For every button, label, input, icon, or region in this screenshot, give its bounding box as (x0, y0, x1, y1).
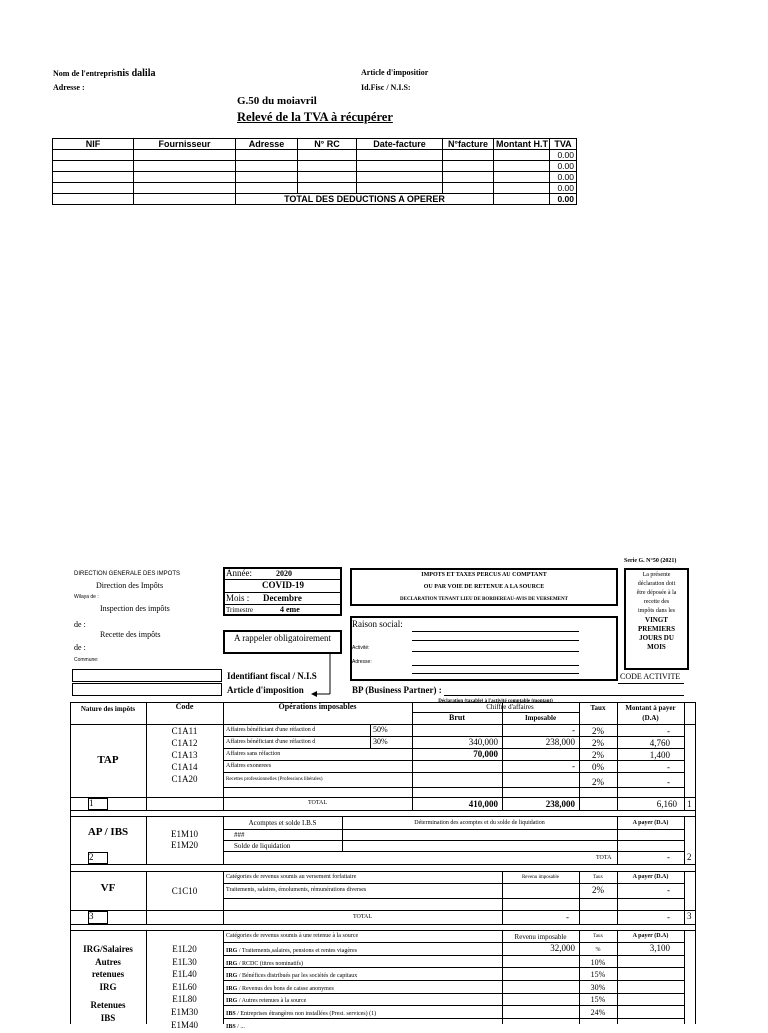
irg-labels: IRG/Salaires Autres retenues IRG Retenues IBS (83, 944, 133, 1023)
vf-label: VF (100, 882, 116, 894)
tva-total-value: 0.00 (550, 194, 577, 205)
col-date-facture: Date-facture (357, 139, 443, 150)
table-row (53, 150, 577, 161)
direction-impots-label: Direction des Impôts (96, 581, 164, 590)
vf-montant: - (667, 885, 670, 895)
irg-taux: % 10% 15% 30% 15% 24% (590, 947, 606, 1017)
tap-total-montant: 6,160 (656, 799, 677, 809)
refaction-30: 30% (373, 737, 388, 746)
ap-num: 2 (89, 852, 94, 862)
mois-label: Mois : (226, 593, 250, 603)
vf-taux: 2% (592, 885, 604, 895)
irg-head-taux: Taux (593, 934, 603, 939)
vf-row: Traitements, salaires, émoluments, rémunérations diverses (226, 887, 367, 893)
vf-num: 3 (89, 911, 94, 921)
taux-header: Taux (590, 704, 606, 712)
nature-header: Nature des impôts (80, 705, 136, 713)
chiffre-header: Chiffre d'affaires (486, 703, 534, 711)
ap-total-value: - (667, 852, 670, 862)
ap-total-label: TOTA (596, 855, 612, 861)
de-label: de : (74, 620, 86, 629)
tap-codes: C1A11 C1A12 C1A13 C1A14 C1A20 (171, 726, 198, 784)
tap-op-5: Recettes professionnelles (Professions libérales) (226, 777, 323, 782)
tap-imp-2: 238,000 (545, 737, 575, 747)
table-row (53, 161, 577, 172)
mois-value: Decembre (263, 593, 302, 603)
identifiant-input-box[interactable] (72, 669, 222, 682)
vf-total-label: TOTAL (352, 914, 373, 920)
ap-col1: Acomptes et solde I.B.S (248, 819, 317, 827)
vf-head-rev: Revenu imposable (521, 875, 560, 880)
code-header: Code (175, 702, 194, 711)
title-line-3: DECLARATION TENANT LIEU DE BORDEREAU-AVIS DE VERSEMENT (400, 597, 568, 602)
ap-num-right: 2 (687, 852, 692, 862)
company-name-value: nis dalila (116, 68, 156, 79)
col-num-facture: N°facture (443, 139, 494, 150)
tva-header-row (53, 139, 577, 150)
raison-label: Raison social: (352, 619, 403, 629)
tva-table (52, 138, 577, 205)
recette-label: Recette des impôts (100, 630, 161, 639)
tap-total-imposable: 238,000 (545, 799, 575, 809)
tap-brut-3: 70,000 (473, 749, 498, 759)
col-fournisseur: Fournisseur (134, 139, 236, 150)
vf-num-right: 3 (687, 911, 692, 921)
tva-cell: 0.00 (550, 150, 577, 161)
irg-codes: E1L20 E1L30 E1L40 E1L60 E1L80 E1M30 E1M40 (171, 944, 198, 1030)
bp-label: BP (Business Partner) : (352, 685, 442, 695)
vf-total-montant: - (667, 912, 670, 922)
ap-row1: ### (234, 831, 245, 839)
id-fisc-label: Id.Fisc / N.I.S: (361, 83, 411, 92)
direction-label: DIRECTION GENERALE DES IMPOTS (74, 571, 181, 577)
overlap-header: Déclaration (taxable) à l'activité comptable (montant) (438, 699, 553, 704)
article-input-box[interactable] (72, 683, 222, 696)
tap-op-2: Affaires bénéficiant d'une réfaction d (226, 739, 316, 745)
vf-code: C1C10 (171, 886, 198, 896)
annee-value: 2020 (276, 569, 292, 578)
tap-imp-1: - (572, 725, 575, 735)
tap-taux: 2% 2% 2% 0% 2% (592, 726, 604, 787)
commune-label: Commune: (74, 657, 99, 663)
irg-ops: IRG / Traitements,salaires, pensions et rentes viagères IRG / RCDC (titres nominatifs) IRG / Bénéfices distribués par les sociétés de capitaux IRG / Revenus des bons de caisse anonymes IRG / Autres retenues à la source IBS / Entreprises étrangères non installées (Prest. services) (1) IBS / ... (226, 948, 377, 1030)
vf-head-cat: Catégories de revenus soumis au versement forfaitaire (226, 874, 357, 880)
ap-col3: A payer (D.A) (632, 820, 669, 826)
tva-cell: 0.00 (550, 183, 577, 194)
col-nif: NIF (53, 139, 134, 150)
address-label: Adresse : (53, 83, 85, 92)
irg-head-rev: Revenu imposable (514, 933, 567, 941)
irg-head-pay: A payer (D.A) (632, 933, 669, 939)
tap-op-1: Affaires bénéficiant d'une réfaction d (226, 727, 316, 733)
irg-montant-1: 3,100 (649, 943, 670, 953)
ap-row2: Solde de liquidation (234, 842, 291, 850)
ap-ibs-label: AP / IBS (87, 826, 129, 838)
ap-col2: Détermination des acomptes et du solde de liquidation (414, 820, 545, 826)
arrow-icon (310, 654, 334, 700)
table-row (53, 172, 577, 183)
notice-text: La présente déclaration doit être déposée à la recette des impôts dans les VINGT PREMIERS JOURS DU MOIS (636, 572, 677, 651)
tva-total-label: TOTAL DES DEDUCTIONS A OPERER (236, 194, 494, 205)
vf-head-pay: A payer (D.A) (632, 874, 669, 880)
tap-num-right: 1 (687, 799, 692, 809)
tap-montant: - 4,760 1,400 - - (649, 726, 670, 787)
adresse-form-label: Adresse: (352, 659, 372, 665)
inspection-label: Inspection des impôts (100, 604, 170, 613)
tap-num: 1 (89, 798, 94, 808)
refaction-50: 50% (373, 725, 388, 734)
tva-total-row (53, 194, 577, 205)
col-tva: TVA (550, 139, 577, 150)
tap-imp-4: - (572, 761, 575, 771)
trimestre-label: Trimestre (226, 606, 253, 614)
tap-op-3: Affaires sans réfaction (226, 751, 281, 757)
tva-cell: 0.00 (550, 172, 577, 183)
irg-rev-1: 32,000 (550, 943, 575, 953)
tap-total-label: TOTAL (307, 800, 328, 806)
code-activite-label: CODE ACTIVITE (620, 672, 681, 681)
covid-label: COVID-19 (262, 580, 304, 590)
vf-total-rev: - (566, 912, 569, 922)
wilaya-label: Wilaya de : (74, 594, 99, 600)
activite-label: Activité: (352, 645, 370, 651)
company-name-label: Nom de l'entreprisnis dalila (53, 68, 156, 79)
table-row (53, 183, 577, 194)
identifiant-label: Identifiant fiscal / N.I.S (227, 671, 317, 681)
serie-label: Serie G. N°50 (2021) (624, 558, 677, 564)
de-label: de : (74, 643, 86, 652)
tap-label: TAP (97, 754, 119, 766)
title-line-2: OU PAR VOIE DE RETENUE A LA SOURCE (423, 584, 545, 590)
article-label: Article d'impositior (361, 68, 429, 77)
rappeler-box: A rappeler obligatoirement (223, 630, 342, 654)
imposable-header: Imposable (524, 714, 557, 722)
tva-cell: 0.00 (550, 161, 577, 172)
irg-head-cat: Catégories de revenus soumis à une retenue à la source (226, 933, 359, 939)
vf-head-taux: Taux (593, 875, 603, 880)
montant-header: Montant à payer (D.A) (625, 704, 676, 722)
col-rc: N° RC (298, 139, 357, 150)
releve-title: Relevé de la TVA à récupérer (237, 110, 393, 124)
col-adresse: Adresse (236, 139, 298, 150)
tap-brut-2: 340,000 (468, 737, 498, 747)
title-line-1: IMPOTS ET TAXES PERCUS AU COMPTANT (421, 572, 547, 578)
article-imposition-label: Article d'imposition (227, 685, 304, 695)
brut-header: Brut (449, 713, 465, 722)
g50-title: G.50 du moiavril (237, 95, 317, 107)
tap-op-4: Affaires exonerees (226, 763, 272, 769)
ap-codes: E1M10 E1M20 (171, 829, 198, 850)
trimestre-value: 4 eme (280, 605, 300, 614)
col-montant-ht: Montant H.T (494, 139, 550, 150)
tap-total-brut: 410,000 (468, 799, 498, 809)
operations-header: Opérations imposables (278, 702, 357, 711)
annee-label: Année: (226, 568, 252, 578)
